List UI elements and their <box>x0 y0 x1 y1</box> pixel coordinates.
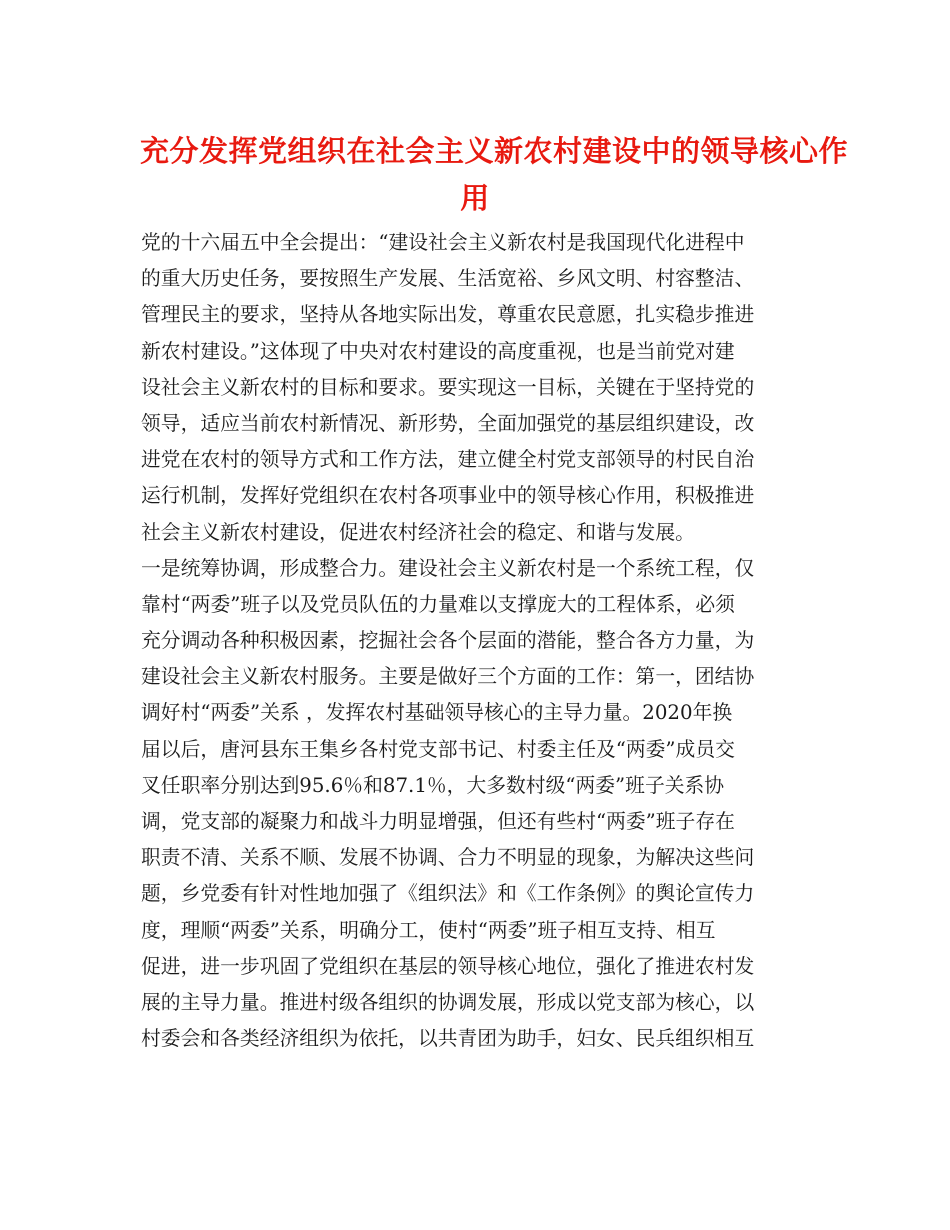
body-line: 村委会和各类经济组织为依托，以共青团为助手，妇女、民兵组织相互 <box>141 1027 755 1051</box>
body-line: 展的主导力量。推进村级各组织的协调发展，形成以党支部为核心，以 <box>141 990 755 1014</box>
document-title <box>140 128 849 222</box>
body-line: 管理民主的要求，坚持从各地实际出发，尊重农民意愿，扎实稳步推进 <box>141 303 755 327</box>
body-line: 靠村“两委”班子以及党员队伍的力量难以支撑庞大的工程体系，必须 <box>141 592 735 616</box>
body-line: 社会主义新农村建设，促进农村经济社会的稳定、和谐与发展。 <box>141 520 695 544</box>
body-line: 度，理顺“两委”关系，明确分工，使村“两委”班子相互支持、相互 <box>141 918 716 942</box>
body-line: 新农村建设。”这体现了中央对农村建设的高度重视，也是当前党对建 <box>141 339 735 363</box>
body-line: 一是统筹协调，形成整合力。建设社会主义新农村是一个系统工程，仅 <box>141 556 755 580</box>
body-line: 运行机制，发挥好党组织在农村各项事业中的领导核心作用，积极推进 <box>141 484 755 508</box>
body-line: 职责不清、关系不顺、发展不协调、合力不明显的现象，为解决这些问 <box>141 846 755 870</box>
body-line: 促进，进一步巩固了党组织在基层的领导核心地位，强化了推进农村发 <box>141 954 755 978</box>
body-line: 的重大历史任务，要按照生产发展、生活宽裕、乡风文明、村容整洁、 <box>141 267 755 291</box>
body-line: 领导，适应当前农村新情况、新形势，全面加强党的基层组织建设，改 <box>141 411 755 435</box>
body-line: 进党在农村的领导方式和工作方法，建立健全村党支部领导的村民自治 <box>141 448 755 472</box>
body-line: 题，乡党委有针对性地加强了《组织法》和《工作条例》的舆论宣传力 <box>141 882 755 906</box>
body-line: 调，党支部的凝聚力和战斗力明显增强，但还有些村“两委”班子存在 <box>141 810 735 833</box>
body-line: 建设社会主义新农村服务。主要是做好三个方面的工作：第一，团结协 <box>141 665 755 689</box>
body-line: 充分调动各种积极因素，挖掘社会各个层面的潜能，整合各方力量，为 <box>141 629 755 653</box>
body-line: 届以后，唐河县东王集乡各村党支部书记、村委主任及“两委”成员交 <box>141 737 735 761</box>
body-line: 党的十六届五中全会提出：“建设社会主义新农村是我国现代化进程中 <box>141 231 745 254</box>
body-line: 调好村“两委”关系 ，发挥农村基础领导核心的主导力量。2020年换 <box>141 701 733 725</box>
title-line-2: 用 <box>460 181 490 215</box>
body-line: 设社会主义新农村的目标和要求。要实现这一目标，关键在于坚持党的 <box>141 375 755 399</box>
body-line: 叉任职率分别达到95.6％和87.1％，大多数村级“两委”班子关系协 <box>141 773 725 797</box>
title-line-1: 充分发挥党组织在社会主义新农村建设中的领导核心作 <box>140 134 849 168</box>
document-body <box>141 225 821 1057</box>
